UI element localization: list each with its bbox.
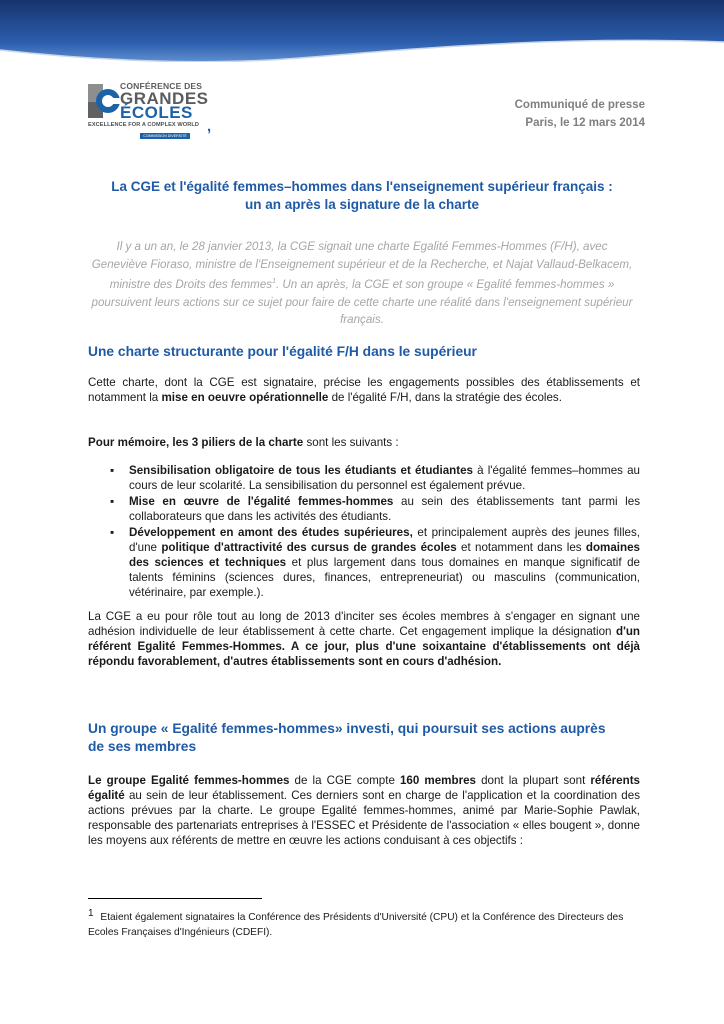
logo-comma: , [207,118,212,135]
list-item [88,494,640,524]
p2-text: La CGE a eu pour rôle tout au long de 2013 d'inciter ses écoles membres à s'engager en signant une adhésion individuelle de leur établissement à cette charte. Cet engagement implique la désignation [88,610,640,638]
pillar2-bold: Mise en œuvre de l'égalité femmes-hommes [129,495,394,508]
logo-tagline: EXCELLENCE FOR A COMPLEX WORLD [88,122,200,128]
header-band [0,0,724,62]
p1-text-a: Cette charte, dont la CGE est signataire, précise les engagements possibles des établissements et notamment la [88,376,640,404]
pillar3-text3: et plus largement dans tous domaines en manque significatif de talents féminins (sciences dures, finances, entrepreneuriat) ou masculins (communication, vétérinaire, par exemple.). [129,556,640,599]
pillar3-bold3: domaines des sciences et techniques [129,541,641,569]
section2-heading-line2: de ses membres [88,739,197,754]
pillar1-bold: Sensibilisation obligatoire de tous les étudiants et étudiantes [129,464,473,477]
list-item [88,525,640,600]
section2-heading-line1: Un groupe « Egalité femmes-hommes» investi, qui poursuit ses actions auprès [88,721,606,736]
pillars-bold: Pour mémoire, les 3 piliers de la charte [88,436,304,449]
section1-paragraph1 [88,375,640,405]
logo-line2: GRANDES [120,89,209,108]
intro-part1: Il y a un an, le 28 janvier 2013, la CGE signait une charte Egalité Femmes-Hommes (F/H), avec Geneviève Fioraso, ministre de l'Enseignement supérieur et de la Recherche, et Najat Vallaud-Belkacem, ministre des Droits des femmes [91,240,633,292]
section1-heading: Une charte structurante pour l'égalité F/H dans le supérieur [88,344,477,359]
footnote [88,906,640,940]
footnote-number: 1 [88,908,94,919]
pillars-rest: sont les suivants : [303,436,399,449]
bullet-icon: ▪ [110,526,115,539]
section2-paragraph [88,773,640,848]
press-label: Communiqué de presse [514,99,645,111]
pillars-list [88,463,640,601]
section2-heading [88,720,636,756]
intro-footnote-ref: 1 [272,278,276,286]
s2-text2: dont la plupart sont [475,774,591,787]
p2-bold: d'un référent Egalité Femmes-Hommes. A ce jour, plus d'une soixantaine d'établissements ont déjà répondu favorablement, d'autres établissements sont en cours d'adhésion. [88,625,640,668]
pillar3-bold1: Développement en amont des études supérieures, [129,526,413,539]
pillar2-text: au sein des établissements tant parmi les collaborateurs que dans les activités des étudiants. [129,495,640,523]
s2-bold3: référents égalité [88,774,641,802]
section1-paragraph2 [88,609,640,669]
pillar3-text2: et notamment dans les [456,541,586,554]
bullet-icon: ▪ [110,464,115,477]
intro-paragraph [88,238,636,329]
s2-bold1: Le groupe Egalité femmes-hommes [88,774,290,787]
cge-logo-mark [86,82,120,120]
p1-bold: mise en oeuvre opérationnelle [161,391,329,404]
pillar3-text1: et principalement auprès des jeunes filles, d'une [129,526,641,554]
cge-logo [86,81,236,138]
title-line2: un an après la signature de la charte [244,197,480,212]
s2-text1: de la CGE compte [289,774,400,787]
title-line1: La CGE et l'égalité femmes–hommes dans l'enseignement supérieur français : [111,179,613,194]
pillar1-text: à l'égalité femmes–hommes au cours de leur scolarité. La sensibilisation du personnel est également prévue. [129,464,640,492]
footnote-text: Etaient également signataires la Conférence des Présidents d'Université (CPU) et la Conférence des Directeurs des Ecoles Françaises d'Ingénieurs (CDEFI). [88,912,624,938]
pillars-intro [88,435,640,450]
logo-commission: COMMISSION DIVERSITÉ [140,133,190,139]
p1-text-c: de l'égalité F/H, dans la stratégie des écoles. [328,391,562,404]
list-item [88,463,640,493]
intro-part2: . Un an après, la CGE et son groupe « Egalité femmes-hommes » poursuivent leurs actions sur ce sujet pour faire de cette charte une réalité dans l'enseignement supérieur français. [91,278,633,327]
bullet-icon: ▪ [110,495,115,508]
logo-line1: CONFÉRENCE DES [120,81,203,91]
press-info [515,96,645,132]
s2-text3: au sein de leur établissement. Ces derniers sont en charge de l'application et la coordination des actions prévues par la charte. Le groupe Egalité femmes-hommes, animé par Marie-Sophie Pawlak, responsable des partenariats entreprises à l'ESSEC et Présidente de l'association « elles bougent », donne les moyens aux référents de mettre en œuvre les actions conduisant à ces objectifs : [88,789,640,847]
footnote-separator [88,898,262,899]
press-date: Paris, le 12 mars 2014 [525,117,645,129]
pillar3-bold2: politique d'attractivité des cursus de grandes écoles [161,541,457,554]
page-title [60,178,664,214]
logo-line3: ÉCOLES [120,103,193,122]
s2-bold2: 160 membres [399,774,476,787]
